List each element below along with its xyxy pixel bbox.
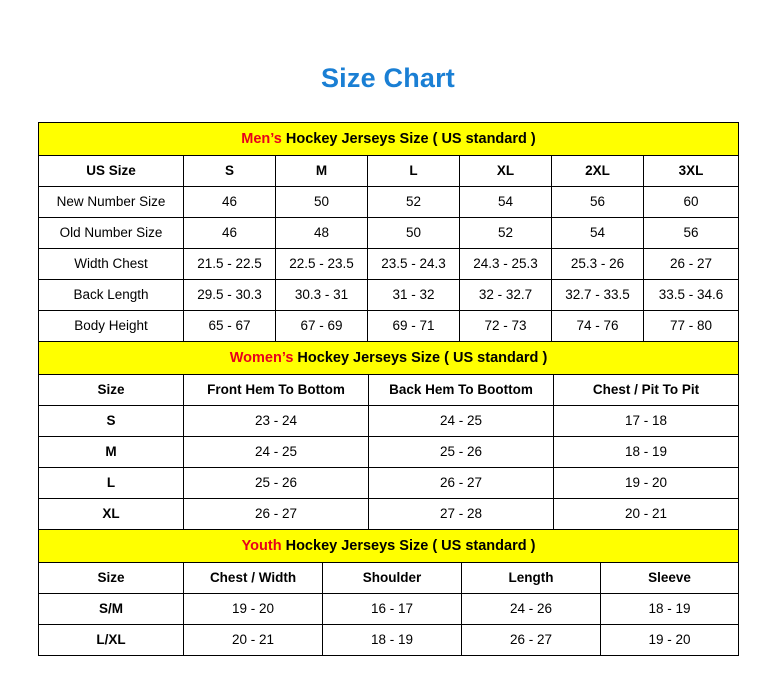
table-cell: 50	[276, 186, 368, 217]
table-cell: 18 - 19	[601, 593, 739, 624]
youth-banner-rest: Hockey Jerseys Size ( US standard )	[281, 537, 536, 554]
table-row	[39, 436, 739, 467]
table-cell: 33.5 - 34.6	[644, 279, 739, 310]
table-cell: 23 - 24	[184, 405, 369, 436]
table-cell: 67 - 69	[276, 310, 368, 341]
table-cell: 20 - 21	[554, 498, 739, 529]
table-cell: 56	[552, 186, 644, 217]
table-row	[39, 498, 739, 529]
youth-header-row	[39, 562, 739, 593]
table-cell: 69 - 71	[368, 310, 460, 341]
youth-header-cell: Length	[462, 562, 601, 593]
mens-header-cell: 2XL	[552, 155, 644, 186]
table-cell: 18 - 19	[323, 624, 462, 655]
womens-header-row	[39, 374, 739, 405]
mens-banner-row	[39, 122, 739, 155]
womens-header-cell: Chest / Pit To Pit	[554, 374, 739, 405]
youth-banner-row	[39, 529, 739, 562]
womens-header-cell: Back Hem To Boottom	[369, 374, 554, 405]
row-label: Width Chest	[39, 248, 184, 279]
table-row	[39, 279, 739, 310]
table-cell: 50	[368, 217, 460, 248]
table-cell: 18 - 19	[554, 436, 739, 467]
table-cell: 77 - 80	[644, 310, 739, 341]
youth-header-cell: Size	[39, 562, 184, 593]
row-label: New Number Size	[39, 186, 184, 217]
page-title: Size Chart	[320, 63, 456, 93]
table-cell: 65 - 67	[184, 310, 276, 341]
youth-size-table	[38, 529, 739, 656]
mens-banner-accent: Men’s	[241, 130, 282, 147]
row-label: L/XL	[39, 624, 184, 655]
youth-banner-accent: Youth	[241, 537, 282, 554]
youth-banner-cell	[39, 529, 739, 562]
table-cell: 17 - 18	[554, 405, 739, 436]
table-cell: 72 - 73	[460, 310, 552, 341]
table-cell: 25.3 - 26	[552, 248, 644, 279]
table-cell: 27 - 28	[369, 498, 554, 529]
table-cell: 31 - 32	[368, 279, 460, 310]
table-cell: 22.5 - 23.5	[276, 248, 368, 279]
table-cell: 26 - 27	[184, 498, 369, 529]
table-cell: 24 - 26	[462, 593, 601, 624]
table-row	[39, 310, 739, 341]
table-cell: 46	[184, 217, 276, 248]
womens-header-cell: Size	[39, 374, 184, 405]
table-cell: 26 - 27	[369, 467, 554, 498]
row-label: Old Number Size	[39, 217, 184, 248]
mens-header-cell: M	[276, 155, 368, 186]
table-cell: 16 - 17	[323, 593, 462, 624]
table-cell: 52	[368, 186, 460, 217]
table-cell: 74 - 76	[552, 310, 644, 341]
table-cell: 24.3 - 25.3	[460, 248, 552, 279]
table-cell: 29.5 - 30.3	[184, 279, 276, 310]
mens-size-table	[38, 122, 739, 342]
table-cell: 19 - 20	[554, 467, 739, 498]
table-cell: 56	[644, 217, 739, 248]
table-row	[39, 593, 739, 624]
table-cell: 19 - 20	[184, 593, 323, 624]
mens-banner-rest: Hockey Jerseys Size ( US standard )	[281, 130, 536, 147]
table-cell: 48	[276, 217, 368, 248]
table-row	[39, 248, 739, 279]
mens-header-row	[39, 155, 739, 186]
mens-header-cell: 3XL	[644, 155, 739, 186]
mens-header-cell: L	[368, 155, 460, 186]
womens-banner-cell	[39, 341, 739, 374]
table-row	[39, 624, 739, 655]
womens-header-cell: Front Hem To Bottom	[184, 374, 369, 405]
table-cell: 24 - 25	[369, 405, 554, 436]
table-row	[39, 186, 739, 217]
row-label: Body Height	[39, 310, 184, 341]
row-label: M	[39, 436, 184, 467]
table-row	[39, 467, 739, 498]
table-cell: 26 - 27	[462, 624, 601, 655]
womens-banner-rest: Hockey Jerseys Size ( US standard )	[293, 349, 548, 366]
womens-size-table	[38, 341, 739, 530]
row-label: XL	[39, 498, 184, 529]
table-cell: 32.7 - 33.5	[552, 279, 644, 310]
row-label: L	[39, 467, 184, 498]
table-row	[39, 217, 739, 248]
size-chart-tables	[38, 122, 738, 656]
table-cell: 60	[644, 186, 739, 217]
table-cell: 26 - 27	[644, 248, 739, 279]
table-cell: 21.5 - 22.5	[184, 248, 276, 279]
mens-header-cell: S	[184, 155, 276, 186]
table-cell: 25 - 26	[369, 436, 554, 467]
table-row	[39, 405, 739, 436]
mens-header-cell: XL	[460, 155, 552, 186]
table-cell: 30.3 - 31	[276, 279, 368, 310]
table-cell: 25 - 26	[184, 467, 369, 498]
table-cell: 24 - 25	[184, 436, 369, 467]
table-cell: 20 - 21	[184, 624, 323, 655]
youth-header-cell: Shoulder	[323, 562, 462, 593]
table-cell: 46	[184, 186, 276, 217]
youth-header-cell: Sleeve	[601, 562, 739, 593]
mens-header-cell: US Size	[39, 155, 184, 186]
table-cell: 54	[460, 186, 552, 217]
table-cell: 23.5 - 24.3	[368, 248, 460, 279]
table-cell: 54	[552, 217, 644, 248]
table-cell: 32 - 32.7	[460, 279, 552, 310]
row-label: Back Length	[39, 279, 184, 310]
row-label: S	[39, 405, 184, 436]
row-label: S/M	[39, 593, 184, 624]
table-cell: 19 - 20	[601, 624, 739, 655]
mens-banner-cell	[39, 122, 739, 155]
youth-header-cell: Chest / Width	[184, 562, 323, 593]
womens-banner-accent: Women’s	[229, 349, 294, 366]
womens-banner-row	[39, 341, 739, 374]
table-cell: 52	[460, 217, 552, 248]
